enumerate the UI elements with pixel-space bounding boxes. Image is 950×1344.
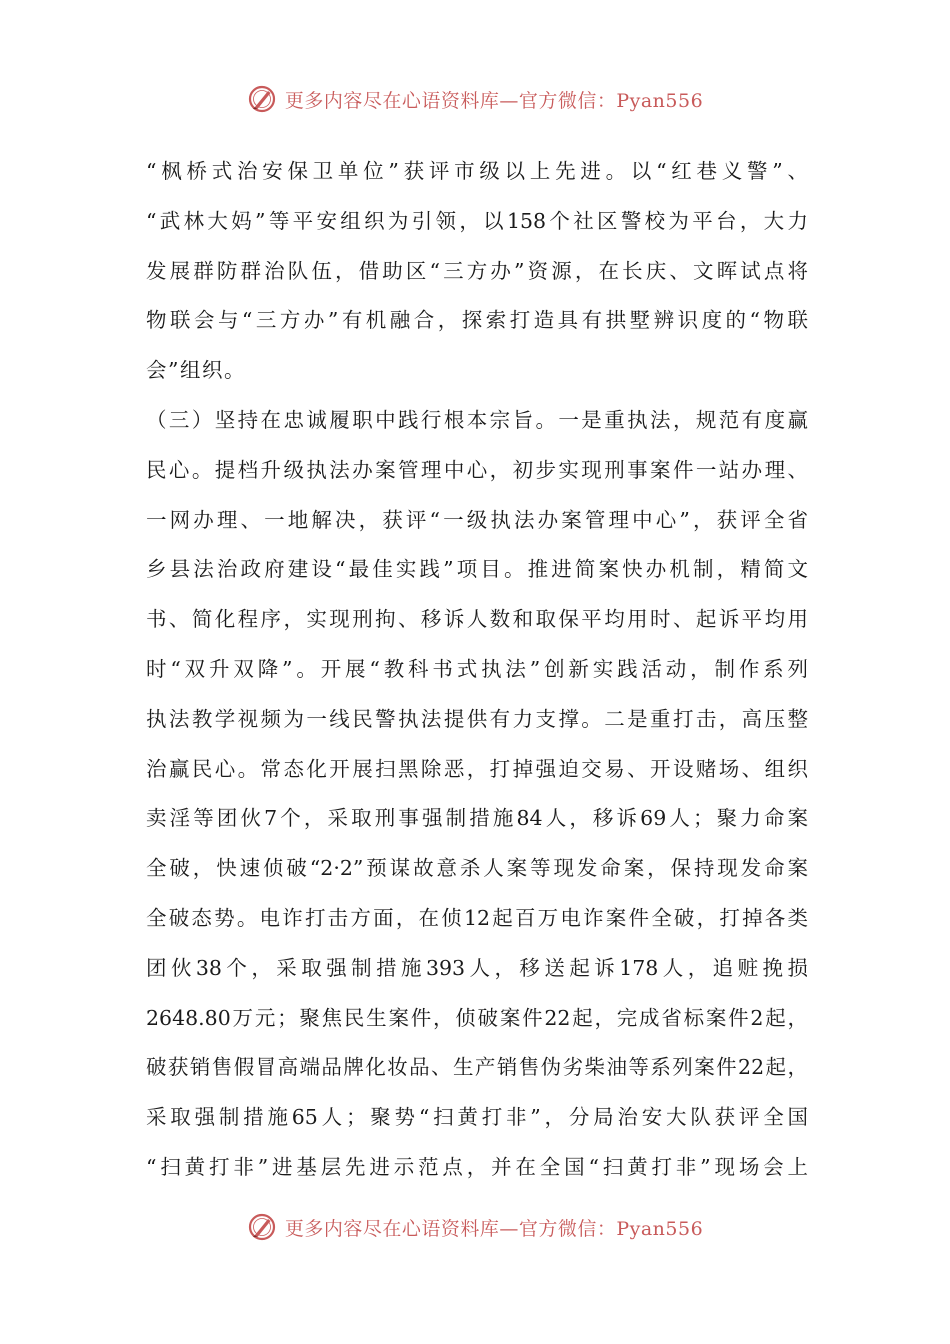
text-line: 采取强制措施65人；聚势“扫黄打非”，分局治安大队获评全国 <box>146 1105 808 1130</box>
pen-seal-logo-icon <box>247 1212 277 1242</box>
text-line: 会”组织。 <box>146 358 246 383</box>
text-line: 治赢民心。常态化开展扫黑除恶，打掉强迫交易、开设赌场、组织 <box>146 756 808 781</box>
text-line: 卖淫等团伙7个，采取刑事强制措施84人，移诉69人；聚力命案 <box>146 806 808 831</box>
text-line: 一网办理、一地解决，获评“一级执法办案管理中心”，获评全省 <box>146 507 808 532</box>
text-line: 书、简化程序，实现刑拘、移诉人数和取保平均用时、起诉平均用 <box>146 607 808 632</box>
text-line: “枫桥式治安保卫单位”获评市级以上先进。以“红巷义警”、 <box>146 159 808 183</box>
text-line: “扫黄打非”进基层先进示范点，并在全国“扫黄打非”现场会上 <box>146 1154 808 1179</box>
text-line: 乡县法治政府建设“最佳实践”项目。推进简案快办机制，精简文 <box>146 557 808 582</box>
text-line: 民心。提档升级执法办案管理中心，初步实现刑事案件一站办理、 <box>146 457 808 482</box>
text-line: 全破态势。电诈打击方面，在侦12起百万电诈案件全破，打掉各类 <box>146 905 808 930</box>
text-line: （三）坚持在忠诚履职中践行根本宗旨。一是重执法，规范有度赢 <box>146 407 808 432</box>
text-line: “武林大妈”等平安组织为引领，以158个社区警校为平台，大力 <box>146 208 808 233</box>
document-body <box>146 151 808 1197</box>
pen-seal-logo-icon <box>247 84 277 114</box>
text-line: 物联会与“三方办”有机融合，探索打造具有拱墅辨识度的“物联 <box>146 308 808 333</box>
watermark-text: 更多内容尽在心语资料库—官方微信：Pyan556 <box>284 1217 704 1240</box>
footer-watermark <box>0 1212 950 1242</box>
watermark-text: 更多内容尽在心语资料库—官方微信：Pyan556 <box>284 89 704 112</box>
text-line: 全破，快速侦破“2·2”预谋故意杀人案等现发命案，保持现发命案 <box>146 856 808 881</box>
text-line: 时“双升双降”。开展“教科书式执法”创新实践活动，制作系列 <box>146 656 808 681</box>
text-line: 2648.80万元；聚焦民生案件，侦破案件22起，完成省标案件2起， <box>146 1005 808 1030</box>
text-line: 发展群防群治队伍，借助区“三方办”资源，在长庆、文晖试点将 <box>146 258 808 283</box>
text-line: 团伙38个，采取强制措施393人，移送起诉178人，追赃挽损 <box>146 955 808 980</box>
text-line: 执法教学视频为一线民警执法提供有力支撑。二是重打击，高压整 <box>146 706 808 731</box>
header-watermark <box>0 84 950 114</box>
text-line: 破获销售假冒高端品牌化妆品、生产销售伪劣柴油等系列案件22起， <box>146 1055 808 1080</box>
